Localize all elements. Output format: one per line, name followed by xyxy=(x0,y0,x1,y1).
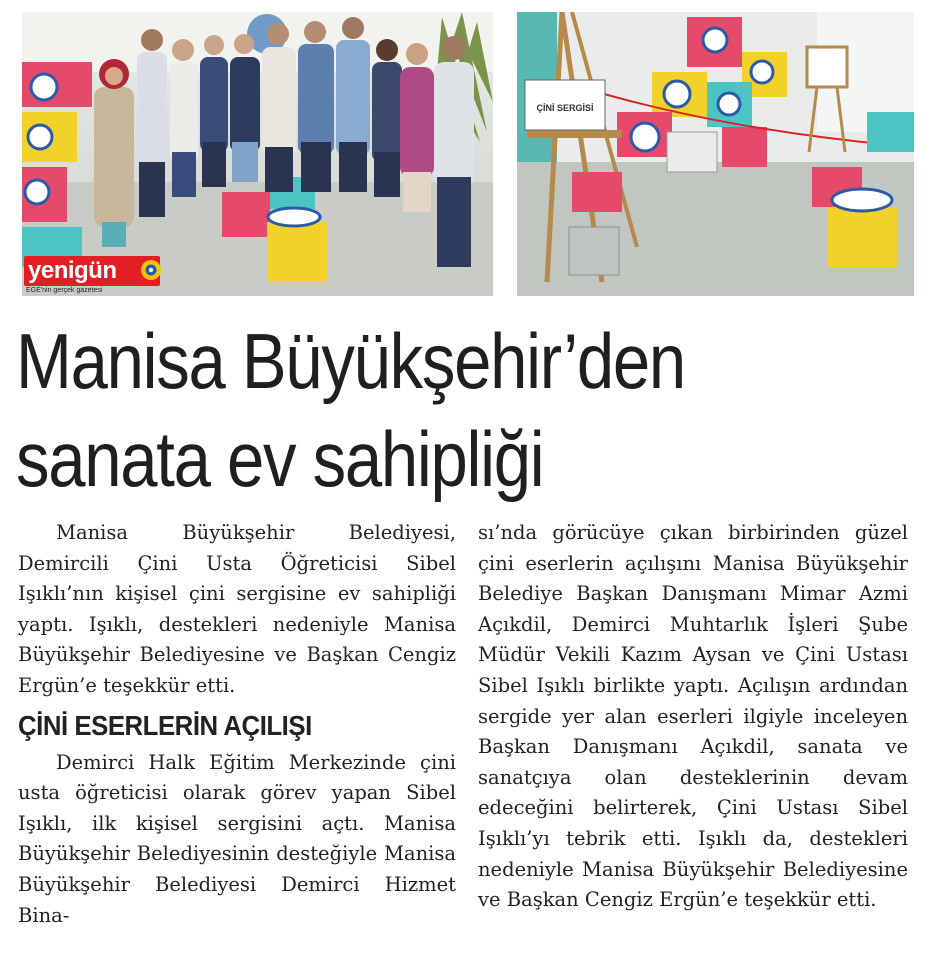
exhibition-photo xyxy=(517,12,914,296)
group-photo xyxy=(22,12,493,296)
newspaper-logo xyxy=(24,256,160,296)
lead-paragraph: Manisa Büyükşehir Belediyesi, Demircili Çini Usta Öğreticisi Sibel Işıklı’nın kişisel çini sergisine ev sahipliği yaptı. Işıklı, destekleri nedeniyle Manisa Büyükşehir Belediyesine ve Başkan Cengiz Ergün’e teşekkür etti. xyxy=(18,521,456,697)
group-photo-illustration xyxy=(22,12,493,296)
exhibition-photo-illustration xyxy=(517,12,914,296)
headline-line-2: sanata ev sahipliği xyxy=(16,415,544,503)
headline xyxy=(16,312,790,508)
eye-icon xyxy=(140,259,162,281)
article-column-right xyxy=(478,518,908,916)
logo-tagline: EGE'nin gerçek gazetesi xyxy=(26,287,103,294)
logo-text: yenigün xyxy=(28,257,117,284)
article-column-left xyxy=(18,518,456,931)
body-paragraph-left: Demirci Halk Eğitim Merkezinde çini usta öğreticisi olarak görev yapan Sibel Işıklı, ilk kişisel sergisini açtı. Manisa Büyükşehir Belediyesinin desteğiyle Manisa Büyükşehir Belediyesi Demirci Hizmet Bina- xyxy=(18,750,456,927)
body-paragraph-right: sı’nda görücüye çıkan birbirinden güzel çini eserlerin açılışını Manisa Büyükşehir Belediye Başkan Danışmanı Mimar Azmi Açıkdil, Demirci Muhtarlık İşleri Şube Müdür Vekili Kazım Aysan ve Çini Ustası Sibel Işıklı birlikte yaptı. Açılışın ardından sergide yer alan eserleri ilgiyle inceleyen Başkan Danışmanı Açıkdil, sanata ve sanatçıya olan desteklerinin devam edeceğini belirterek, Çini Ustası Sibel Işıklı’yı tebrik etti. Işıklı da, destekleri nedeniyle Manisa Büyükşehir Belediyesine ve Başkan Cengiz Ergün’e teşekkür etti. xyxy=(478,521,908,912)
section-subheading: ÇİNİ ESERLERİN AÇILIŞI xyxy=(18,709,312,741)
easel-sign-text: ÇİNİ SERGİSİ xyxy=(536,103,594,113)
headline-line-1: Manisa Büyükşehir’den xyxy=(16,317,685,405)
